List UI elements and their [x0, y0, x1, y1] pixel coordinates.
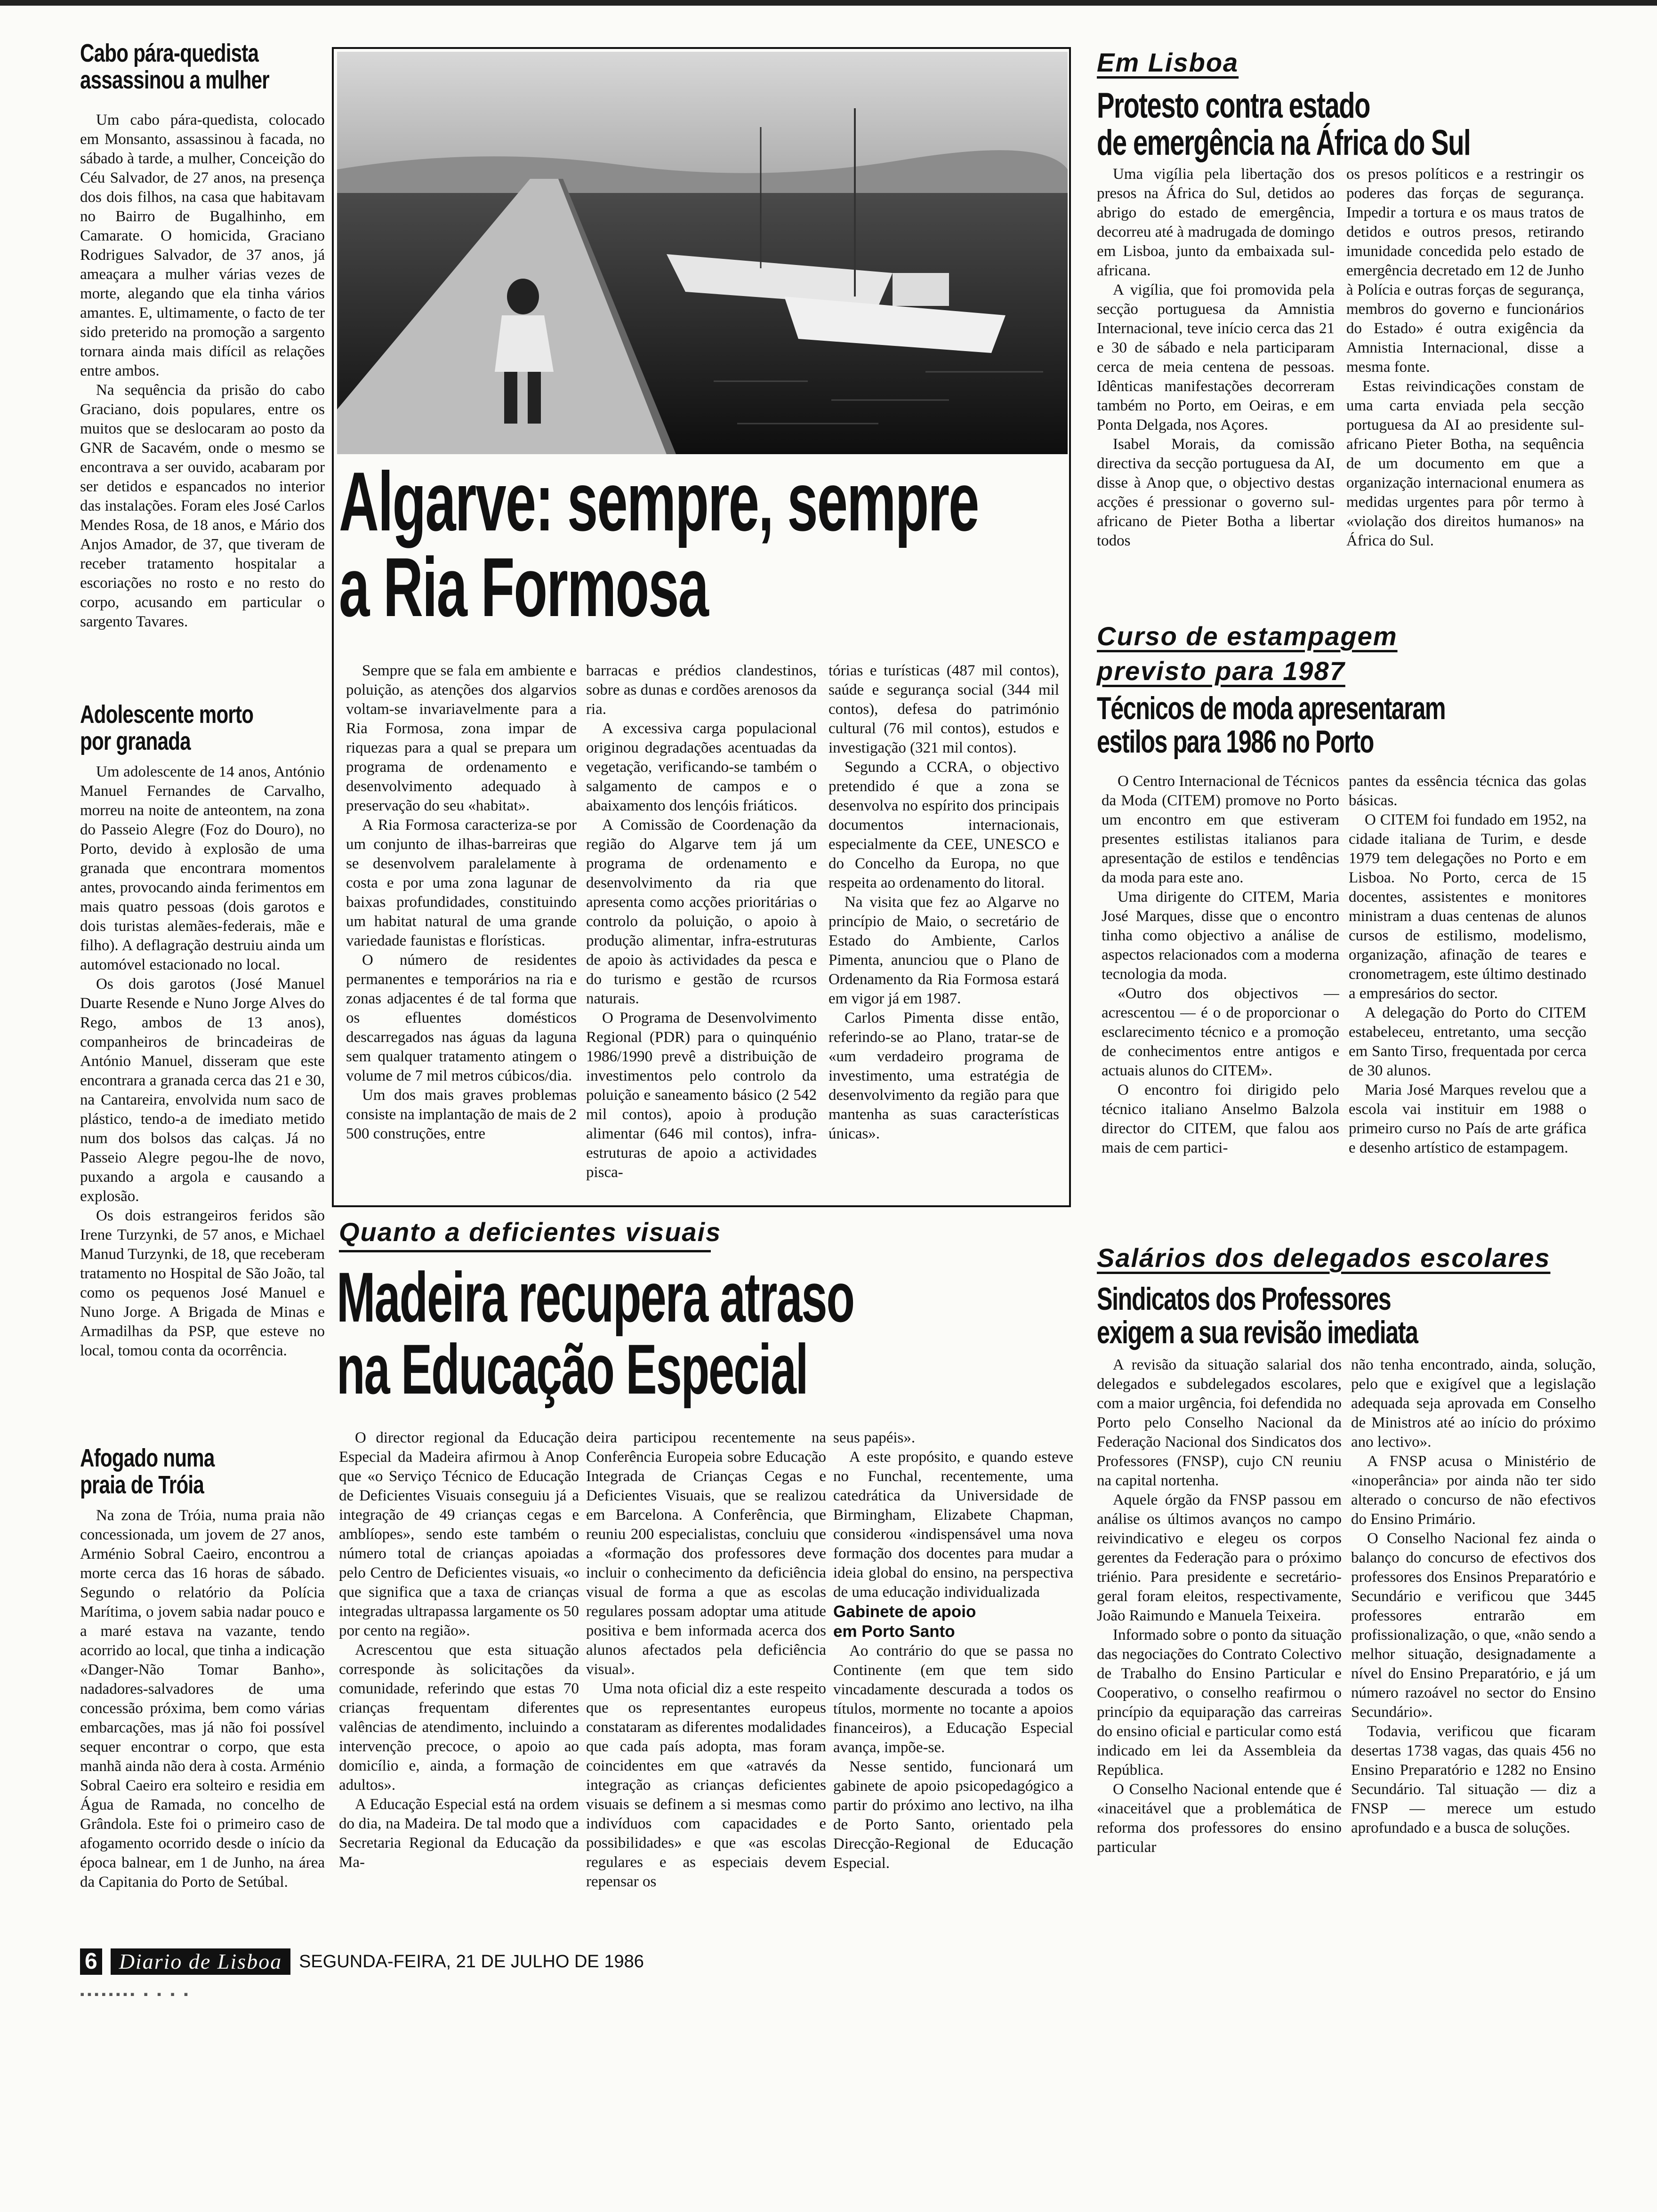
moda-col-2: pantes da essência técnica das golas básicas. O CITEM foi fundado em 1952, na cidade italiana de Turim, e desde 1979 tem delegações no Porto e em Lisboa. No Porto, cerca de 15 docentes, assistentes e monitores ministram a duas centenas de alunos cursos de estilismo, modelismo, organização, afinação de teares e cronometragem, este último destinado a empresários do sector. A delegação do Porto do CITEM estabeleceu, entretanto, uma secção em Santo Tirso, frequentada por cerca de 30 alunos. Maria José Marques revelou que a escola vai instituir em 1988 o primeiro curso no País de arte gráfica e desenho artístico de estampagem. — [1349, 773, 1586, 1156]
algarve-col-1: Sempre que se fala em ambiente e poluição, as atenções dos algarvios voltam-se invariavelmente para a Ria Formosa, zona impar de riquezas para a qual se prepara um programa de ordenamento e desenvolvimento adequado à preservação do seu «habitat». A Ria Formosa caracteriza-se por um conjunto de ilhas-barreiras que se desenvolvem paralelamente à costa e por uma zona lagunar de baixas profundidades, constituindo um habitat natural de uma grande variedade faunistas e florísticas. O número de residentes permanentes e temporários na ria e zonas adjacentes é de tal forma que os efluentes domésticos descarregados nas águas da laguna sem qualquer tratamento atingem o volume de 7 mil metros cúbicos/dia. Um dos mais graves problemas consiste na implantação de mais de 2 500 construções, entre — [346, 662, 577, 1142]
headline-lisboa: Protesto contra estado de emergência na África do Sul — [1097, 86, 1471, 163]
madeira-col-3: seus papéis». A este propósito, e quando esteve no Funchal, recentemente, uma catedrática da Universidade de Birmingham, Elizabete Chapman, considerou «indispensável uma nova formação dos docentes para mudar a ideia global do ensino, na perspectiva de uma educação individualizada Gabinete de apoio em Porto Santo Ao contrário do que se passa no Continente (em que tem sido vincadamente descurada a todos os títulos, mormente no tocante a apoios financeiros), a Educação Especial avança, impõe-se. Nesse sentido, funcionará um gabinete de apoio psicopedagógico a partir do próximo ano lectivo, na ilha de Porto Santo, orientado pela Direcção-Regional de Educação Especial. — [833, 1429, 1073, 1872]
kicker-madeira: Quanto a deficientes visuais — [339, 1217, 722, 1247]
story-adolescente-body: Um adolescente de 14 anos, António Manuel Fernandes de Carvalho, morreu na noite de anteontem, na zona do Passeio Alegre (Foz do Douro), no Porto, devido à explosão de uma granada que encontrara momentos antes, provocando ainda ferimentos em mais quatro pessoas (dois garotos e dois turistas alemães-federais, mãe e filho). A deflagração destruiu ainda um automóvel estacionado no local. Os dois garotos (José Manuel Duarte Resende e Nuno Jorge Alves do Rego, ambos de 13 anos), companheiros de brincadeiras de António Manuel, disseram que este encontrara a granada cerca das 21 e 30, na Cantareira, envolvida num saco de plástico, tendo-a de imediato metido num dos bolsos das calças. Já no Passeio Alegre pegou-lhe de novo, puxando a argola e causando a explosão. Os dois estrangeiros feridos são Irene Turzynki, de 57 anos, e Michael Manud Turzynki, de 18, que receberam tratamento no Hospital de São João, tal como os pequenos José Manuel e Nuno Jorge. A Brigada de Minas e Armadilhas da PSP, que esteve no local, tomou conta da ocorrência. — [80, 763, 325, 1359]
madeira-col-1: O director regional da Educação Especial da Madeira afirmou à Anop que «o Serviço Técnico de Educação de Deficientes Visuais conseguiu já a integração de 49 crianças cegas e amblíopes», sendo este também o número total de crianças apoiadas pelo Centro de Deficientes visuais, «o que significa que a taxa de crianças integradas ultrapassa largamente os 50 por cento na região». Acrescentou que esta situação corresponde às solicitações da comunidade, referindo que estas 70 crianças frequentam diferentes valências de atendimento, incluindo a intervenção precoce, o apoio ao domicílio e, ainda, a formação de adultos». A Educação Especial está na ordem do dia, na Madeira. De tal modo que a Secretaria Regional da Educação da Ma- — [339, 1429, 579, 1871]
salarios-col-1: A revisão da situação salarial dos delegados e subdelegados escolares, com a maior urgência, foi defendida no Porto pelo Conselho Nacional da Federação Nacional dos Sindicatos dos Professores (FNSP), cujo CN reuniu na capital nortenha. Aquele órgão da FNSP passou em análise os últimos avanços no campo reivindicativo e elegeu os corpos gerentes da Federação para o próximo triénio. Para presidente e secretário-geral foram eleitos, respectivamente, João Raimundo e Manuela Teixeira. Informado sobre o ponto da situação das negociações do Contrato Colectivo de Trabalho do Ensino Particular e Cooperativo, o conselho reafirmou o princípio da equiparação das carreiras do ensino oficial e particular como está indicado em lei da Assembleia da República. O Conselho Nacional entende que é «inaceitável que a problemática de reforma dos professores do ensino particular — [1097, 1356, 1342, 1856]
moda-col-1: O Centro Internacional de Técnicos da Moda (CITEM) promove no Porto um encontro em que estiveram presentes estilistas italianos para apresentação de estilos e tendências da moda para este ano. Uma dirigente do CITEM, Maria José Marques, disse que o encontro tinha como objectivo a análise de aspectos relacionados com a moderna tecnologia da moda. «Outro dos objectivos — acrescentou — é o de proporcionar o esclarecimento técnico e a promoção de conhecimentos entre antigos e actuais alunos do CITEM». O encontro foi dirigido pelo técnico italiano Anselmo Balzola director do CITEM, que falou aos mais de cem partici- — [1102, 773, 1339, 1156]
algarve-box-left — [332, 47, 334, 1207]
headline-adolescente: Adolescente morto por granada — [80, 700, 254, 755]
lisboa-col-1: Uma vigília pela libertação dos presos na África do Sul, detidos ao abrigo do estado de emergência, decorreu até à madrugada de domingo em Lisboa, junto da embaixada sul-africana. A vigília, que foi promovida pela secção portuguesa da Amnistia Internacional, teve início cerca das 21 e 30 de sábado e nela participaram cerca de meia centena de pessoas. Idênticas manifestações decorreram também no Porto, em Oeiras, e em Ponta Delgada, nos Açores. Isabel Morais, da comissão directiva da secção portuguesa da AI, disse à Anop que, o objectivo destas acções é pressionar o governo sul-africano de Pieter Botha a libertar todos — [1097, 166, 1335, 549]
lisboa-col-2: os presos políticos e a restringir os poderes das forças de segurança. Impedir a tortura e os maus tratos de detidos e outros presos, retirando imunidade concedida pelo estado de emergência decretado em 12 de Junho à Polícia e outras forças de segurança, membros do governo e funcionários do Estado» é outra exigência da Amnistia Internacional, disse a mesma fonte. Estas reivindicações constam de uma carta enviada pela secção portuguesa da AI ao presidente sul-africano Pieter Botha, na sequência de um documento em que a organização internacional enumera as medidas urgentes para pôr termo à «violação dos direitos humanos» na África do Sul. — [1346, 166, 1584, 549]
dateline: SEGUNDA-FEIRA, 21 DE JULHO DE 1986 — [299, 1951, 644, 1972]
story-cabo — [80, 40, 325, 93]
headline-madeira: Madeira recupera atraso na Educação Especial — [337, 1258, 854, 1409]
photo-image — [337, 52, 1068, 454]
kicker-lisboa: Em Lisboa — [1097, 48, 1239, 77]
headline-afogado: Afogado numa praia de Tróia — [80, 1444, 215, 1499]
algarve-box-right — [1069, 47, 1071, 1207]
madeira-col-2: deira participou recentemente na Conferência Europeia sobre Educação Integrada de Crianças Cegas e Deficientes Visuais, que se realizou em Barcelona. A Conferência, que reuniu 200 especialistas, concluiu que a «formação dos professores deve incluir o conhecimento da deficiência visual de forma a que as escolas regulares possam adoptar uma atitude positiva e bem informada acerca dos alunos afectados pela deficiência visual». Uma nota oficial diz a este respeito que os representantes europeus constataram as diferentes modalidades que cada país adopta, mas foram coincidentes em que «através da integração as crianças deficientes visuais se definem a si mesmas como indivíduos com capacidades e possibilidades» e que «as escolas regulares e as especiais devem repensar os — [586, 1429, 826, 1890]
photo-ria-formosa — [337, 52, 1068, 454]
algarve-col-2: barracas e prédios clandestinos, sobre as dunas e cordões arenosos da ria. A excessiva carga populacional originou degradações acentuadas da vegetação, verificando-se também o salgamento de campos e o abaixamento dos lençóis friáticos. A Comissão de Coordenação da região do Algarve tem já um programa de ordenamento e desenvolvimento da ria que apresenta como acções prioritárias o controlo da poluição, o apoio à produção alimentar, infra-estruturas de apoio às actividades da pesca e do turismo e gestão de rcursos naturais. O Programa de Desenvolvimento Regional (PDR) para o quinquénio 1986/1990 prevê a distribuição de investimentos pelo controlo da poluição e saneamento básico (2 542 mil contos), apoio à produção alimentar (646 mil contos), infra-estruturas de apoio a actividades pisca- — [586, 662, 817, 1181]
headline-algarve: Algarve: sempre, sempre a Ria Formosa — [339, 455, 979, 634]
page-footer — [80, 1948, 644, 1975]
kicker-salarios: Salários dos delegados escolares — [1097, 1243, 1551, 1273]
story-adolescente — [80, 701, 325, 754]
algarve-box-top — [332, 47, 1071, 49]
kicker-madeira-rule — [339, 1250, 711, 1252]
algarve-box-bottom — [332, 1205, 1071, 1207]
story-afogado-body: Na zona de Tróia, numa praia não concessionada, um jovem de 27 anos, Arménio Sobral Caeiro, encontrou a morte cerca das 16 horas de sábado. Segundo o relatório da Polícia Marítima, o jovem sabia nadar pouco e a maré estava na vazante, tendo acorrido ao local, que tinha a indicação «Danger-Não Tomar Banho», nadadores-salvadores de uma concessão próxima, bem como várias embarcações, mas já não foi possível sequer encontrar o corpo, que esta manhã ainda não dera à costa. Arménio Sobral Caeiro era solteiro e residia em Água de Ramada, no concelho de Grândola. Este foi o primeiro caso de afogamento ocorrido desde o início da época balnear, em 1 de Junho, na área da Capitania do Porto de Setúbal. — [80, 1507, 325, 1891]
headline-moda: Técnicos de moda apresentaram estilos para 1986 no Porto — [1097, 690, 1446, 760]
subhead-porto-santo: Gabinete de apoio em Porto Santo — [833, 1603, 976, 1641]
masthead-logo: Diario de Lisboa — [111, 1948, 290, 1975]
kicker-moda: Curso de estampagem previsto para 1987 — [1097, 621, 1398, 686]
headline-cabo: Cabo pára-quedista assassinou a mulher — [80, 39, 269, 94]
page-number: 6 — [80, 1948, 102, 1975]
story-afogado — [80, 1445, 325, 1498]
print-marks: ▪▪▪▪▪▪▪▪ ▪ ▪ ▪ ▪ — [80, 1987, 191, 2001]
headline-salarios: Sindicatos dos Professores exigem a sua revisão imediata — [1097, 1281, 1418, 1350]
story-cabo-body: Um cabo pára-quedista, colocado em Monsanto, assassinou à facada, no sábado à tarde, a mulher, Conceição do Céu Salvador, de 27 anos, na presença dos dois filhos, na casa que habitavam no Bairro de Bugalhinho, em Camarate. O homicida, Graciano Rodrigues Salvador, de 37 anos, já ameaçara a mulher várias vezes de morte, alegando que ela tinha vários amantes. E, ultimamente, o facto de ter sido preterido na promoção a sargento tornara ainda mais difícil as relações entre ambos. Na sequência da prisão do cabo Graciano, dois populares, entre os muitos que se deslocaram ao posto da GNR de Sacavém, onde o mesmo se encontrava a ser ouvido, acabaram por ser detidos e espancados no interior das instalações. Foram eles José Carlos Mendes Rosa, de 18 anos, e Mário dos Anjos Amador, de 37, que tiveram de receber tratamento hospitalar a escoriações no rosto e no resto do corpo, acusando em particular o sargento Tavares. — [80, 112, 325, 630]
salarios-col-2: não tenha encontrado, ainda, solução, pelo que e exigível que a legislação adequada seja aprovada em Conselho de Ministros até ao início do próximo ano lectivo». A FNSP acusa o Ministério de «inoperância» por ainda não ter sido alterado o concurso de não efectivos do Ensino Primário. O Conselho Nacional fez ainda o balanço do concurso de efectivos dos professores dos Ensinos Preparatório e Secundário e verificou que 3445 professores entrarão em profissionalização, o que, «não sendo a melhor situação, designadamente a nível do Ensino Preparatório, e já um número razoável no sector do Ensino Secundário». Todavia, verificou que ficaram desertas 1738 vagas, das quais 456 no Ensino Preparatório e 1282 no Ensino Secundário. Tal situação — diz a FNSP — merece um estudo aprofundado e a busca de soluções. — [1351, 1356, 1596, 1836]
algarve-col-3: tórias e turísticas (487 mil contos), saúde e segurança social (344 mil contos), defesa do património cultural (76 mil contos), estudos e investigação (321 mil contos). Segundo a CCRA, o objectivo pretendido é que a zona se desenvolva no espírito dos principais documentos internacionais, especialmente da CEE, UNESCO e do Concelho da Europa, no que respeita ao ordenamento do litoral. Na visita que fez ao Algarve no princípio de Maio, o secretário de Estado do Ambiente, Carlos Pimenta, anunciou que o Plano de Ordenamento da Ria Formosa estará em vigor já em 1987. Carlos Pimenta disse então, referindo-se ao Plano, tratar-se de «um verdadeiro programa de investimento, uma estratégia de desenvolvimento da região para que mantenha as suas características únicas». — [828, 662, 1059, 1142]
page-top-border — [0, 0, 1657, 6]
